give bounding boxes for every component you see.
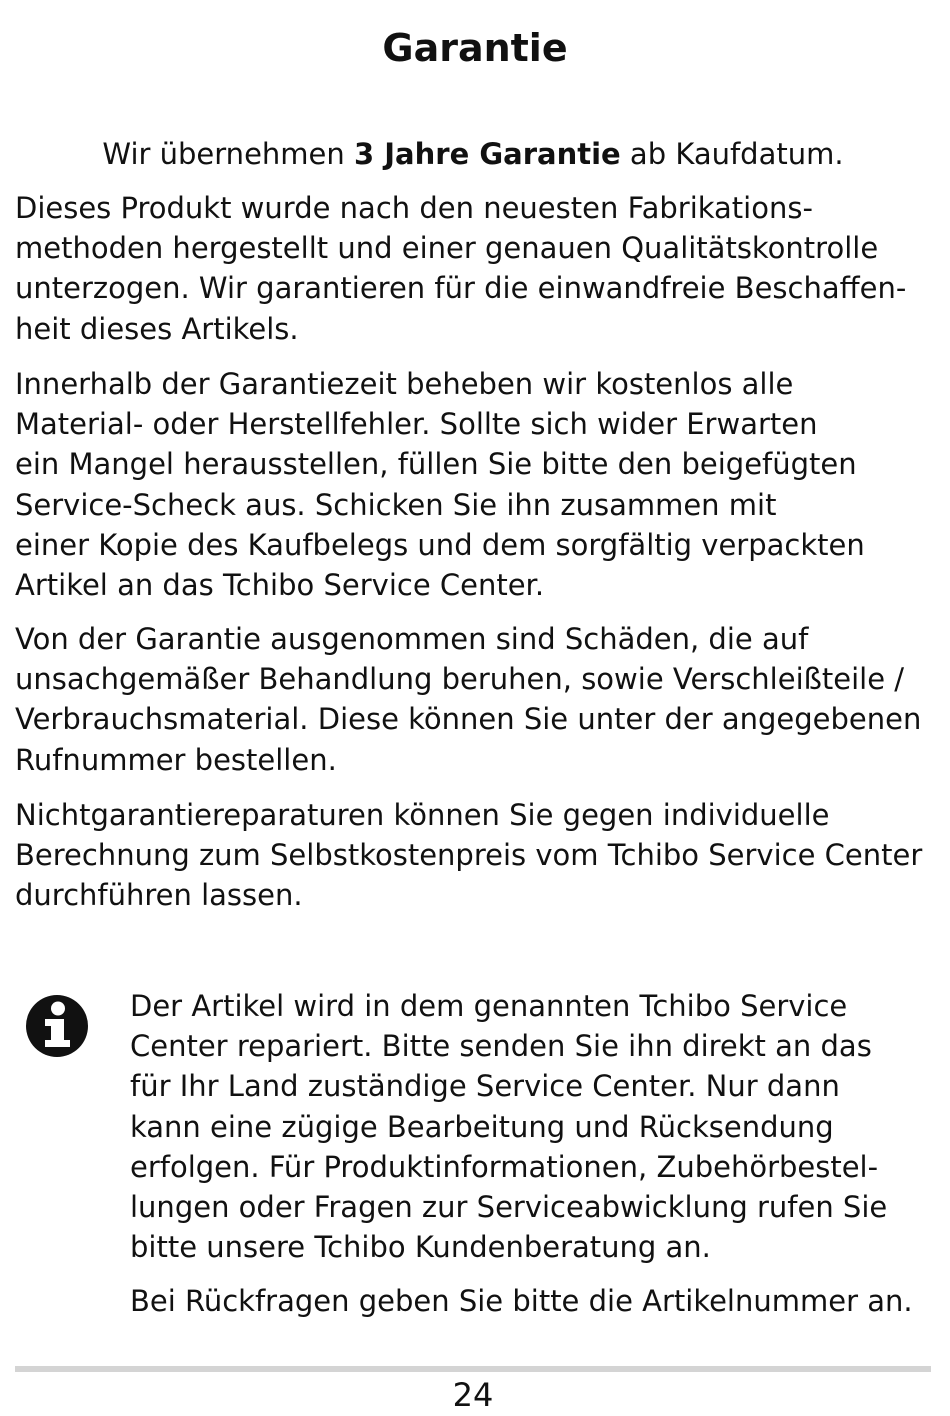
paragraph-line: Nichtgarantiereparaturen können Sie gegen individuelle bbox=[15, 798, 830, 832]
note-line: lungen oder Fragen zur Serviceabwicklung rufen Sie bbox=[130, 1190, 888, 1225]
paragraph-line: Innerhalb der Garantiezeit beheben wir kostenlos alle bbox=[15, 367, 794, 401]
paragraph-line: Artikel an das Tchibo Service Center. bbox=[15, 568, 545, 603]
note-line: Bei Rückfragen geben Sie bitte die Artikelnummer an. bbox=[130, 1284, 913, 1318]
intro-suffix: ab Kaufdatum. bbox=[620, 137, 844, 171]
paragraph-line: unsachgemäßer Behandlung beruhen, sowie Verschleißteile / bbox=[15, 662, 905, 697]
page-title: Garantie bbox=[382, 26, 568, 70]
note-line: bitte unsere Tchibo Kundenberatung an. bbox=[130, 1230, 711, 1265]
note-service-center bbox=[130, 986, 940, 1267]
paragraph-line: ein Mangel herausstellen, füllen Sie bitte den beigefügten bbox=[15, 447, 857, 482]
paragraph-line: einer Kopie des Kaufbelegs und dem sorgfältig verpackten bbox=[15, 527, 865, 562]
paragraph-line: Material- oder Herstellfehler. Sollte sich wider Erwarten bbox=[15, 407, 818, 442]
paragraph-non-warranty-repairs bbox=[15, 795, 940, 916]
footer-divider bbox=[15, 1366, 931, 1372]
warranty-duration: 3 Jahre Garantie bbox=[353, 137, 621, 171]
warranty-intro bbox=[0, 132, 946, 176]
paragraph-line: Rufnummer bestellen. bbox=[15, 742, 337, 777]
paragraph-manufacturing bbox=[15, 188, 940, 349]
info-icon bbox=[25, 994, 89, 1058]
note-line: kann eine zügige Bearbeitung und Rücksendung bbox=[130, 1109, 834, 1144]
paragraph-line: Berechnung zum Selbstkostenpreis vom Tchibo Service Center bbox=[15, 838, 923, 873]
paragraph-line: Verbrauchsmaterial. Diese können Sie unter der angegebenen bbox=[15, 702, 922, 737]
note-line: für Ihr Land zuständige Service Center. Nur dann bbox=[130, 1069, 840, 1104]
paragraph-line: durchführen lassen. bbox=[15, 878, 303, 913]
paragraph-warranty-repairs bbox=[15, 364, 940, 605]
paragraph-line: Von der Garantie ausgenommen sind Schäden, die auf bbox=[15, 622, 809, 656]
note-article-number bbox=[130, 1281, 940, 1321]
page-number: 24 bbox=[452, 1376, 494, 1414]
note-line: erfolgen. Für Produktinformationen, Zubehörbestel- bbox=[130, 1149, 879, 1184]
paragraph-line: unterzogen. Wir garantieren für die einwandfreie Beschaffen- bbox=[15, 271, 907, 306]
paragraph-line: Dieses Produkt wurde nach den neuesten Fabrikations- bbox=[15, 191, 813, 225]
paragraph-line: Service-Scheck aus. Schicken Sie ihn zusammen mit bbox=[15, 487, 777, 522]
paragraph-line: methoden hergestellt und einer genauen Qualitätskontrolle bbox=[15, 231, 879, 266]
paragraph-line: heit dieses Artikels. bbox=[15, 311, 299, 346]
paragraph-exclusions bbox=[15, 619, 940, 780]
note-line: Center repariert. Bitte senden Sie ihn direkt an das bbox=[130, 1029, 872, 1064]
intro-prefix: Wir übernehmen bbox=[102, 137, 354, 171]
note-line: Der Artikel wird in dem genannten Tchibo Service bbox=[130, 989, 848, 1023]
